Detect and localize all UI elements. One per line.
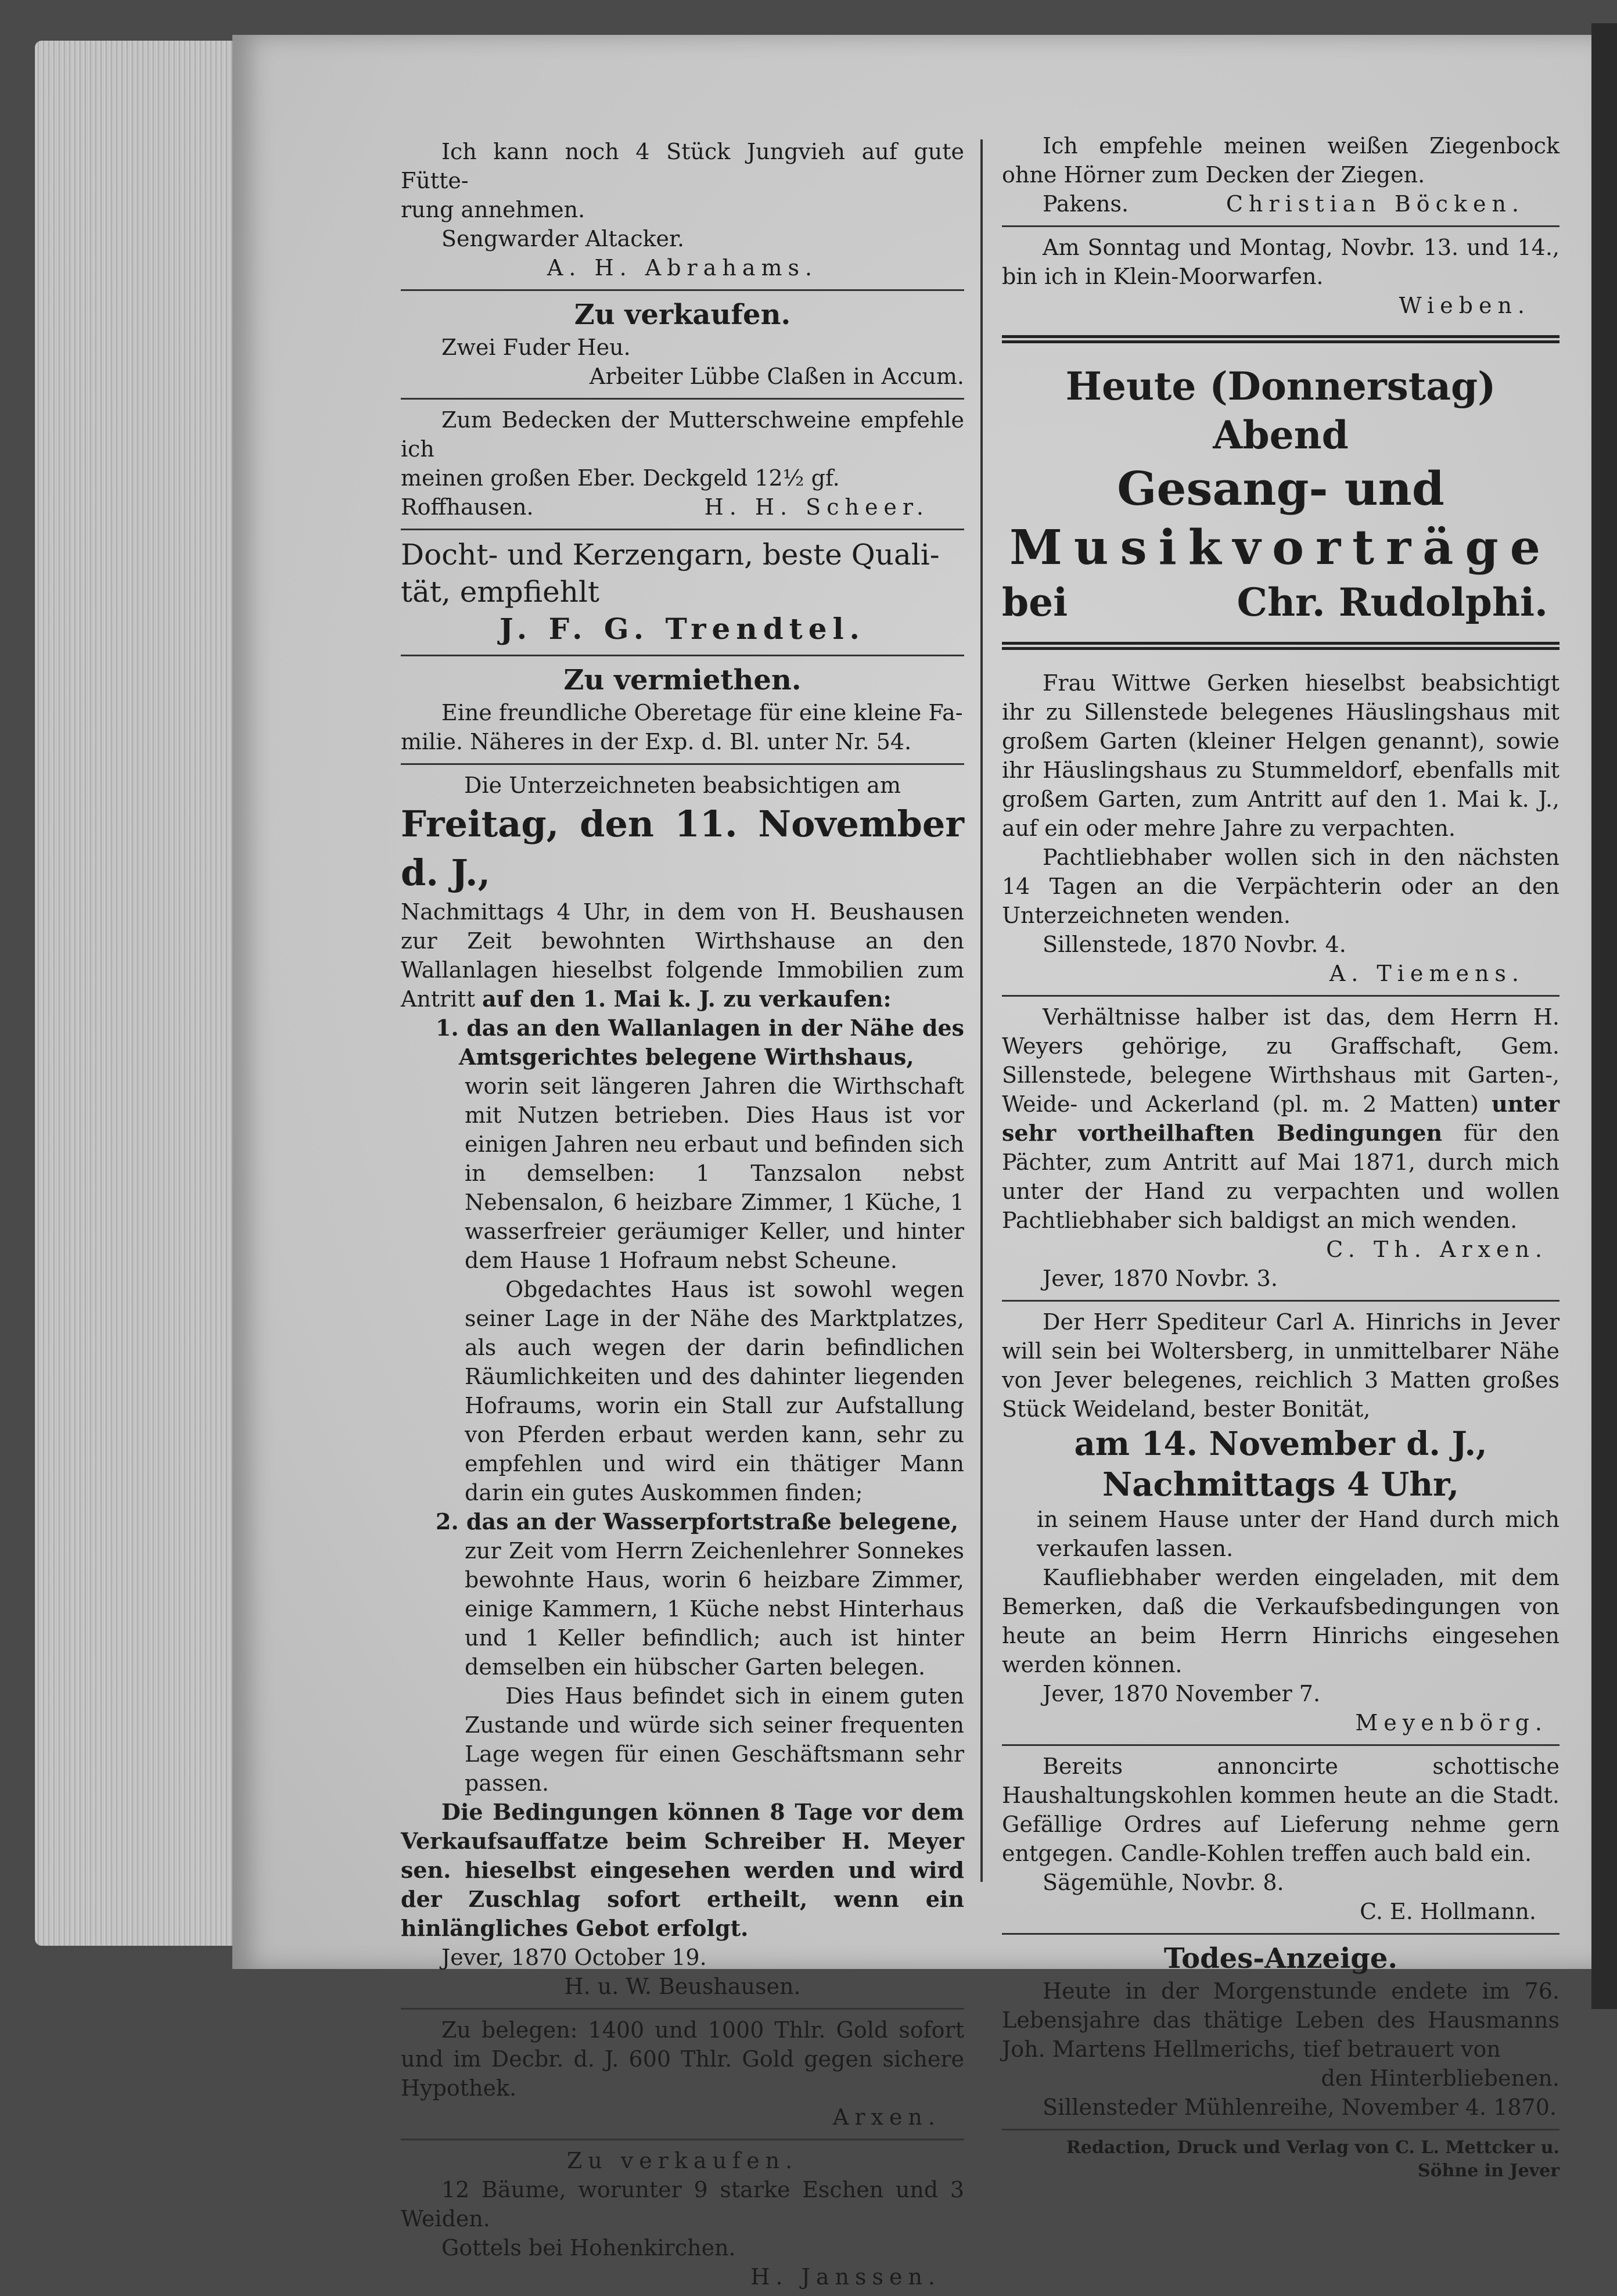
facing-page-gutter (1591, 23, 1617, 2009)
ad-beushausen (401, 767, 964, 2006)
ad-signature: A. H. Abrahams. (547, 255, 818, 281)
ad-heading: Zu vermiethen. (563, 664, 802, 696)
ad-signature: Christian Böcken. (1226, 191, 1525, 217)
ad-konzert (1002, 358, 1559, 631)
ad-text: Am Sonntag und Montag, Novbr. 13. und 14., bin ich in Klein-Moorwarfen. (1002, 235, 1559, 289)
right-column (1002, 128, 1559, 2183)
ad-text: milie. Näheres in der Exp. d. Bl. unter Nr. 54. (401, 729, 912, 754)
ad-text: zur Zeit vom Herrn Zeichenlehrer Sonnekes bewohnte Haus, worin 6 heizbare Zimmer, einige Kammern, 1 Küche nebst Hinterhaus und 1 Keller befindlich; auch ist hinter demselben ein hübscher Garten belegen. (465, 1538, 964, 1680)
ad-signature: H. H. Scheer. (704, 494, 929, 520)
ad-heu (401, 293, 964, 396)
ad-text: meinen großen Eber. Deckgeld 12½ gf. (401, 465, 840, 491)
ad-ziegenbock (1002, 128, 1559, 223)
divider (401, 763, 964, 765)
ad-signature: J. F. G. Trendtel. (500, 612, 865, 646)
ad-text: Der Herr Spediteur Carl A. Hinrichs in Jever will sein bei Woltersberg, in unmittelbarer Nähe von Jever belegenes, reichlich 3 Matten großes Stück Weideland, bester Bonität, (1002, 1309, 1559, 1422)
ad-place: Sillensteder Mühlenreihe, November 4. 1870. (1043, 2094, 1557, 2120)
ad-heading: Zu verkaufen. (566, 2148, 799, 2173)
ad-text: Zwei Fuder Heu. (441, 335, 631, 360)
ad-item-heading: 1. das an den Wallanlagen in der Nähe des Amtsgerichtes belegene Wirthshaus, (436, 1015, 964, 1070)
divider (401, 655, 964, 656)
ad-text: Heute in der Morgenstunde endete im 76. Lebensjahre das thätige Leben des Hausmanns Joh. Martens Hellmerichs, tief betrauert von (1002, 1978, 1559, 2062)
ad-text: für den Pächter, zum Antritt auf Mai 1871, durch mich unter der Hand zu verpachten und wollen Pachtliebhaber sich baldigst an mich wenden. (1002, 1120, 1559, 1233)
ad-headline: Musikvorträge (1009, 520, 1552, 576)
divider (401, 398, 964, 400)
ad-headline: bei (1002, 580, 1068, 625)
ad-place: Roffhausen. (401, 494, 534, 520)
ad-signature: A. Tiemens. (1329, 961, 1525, 986)
ad-place: Pakens. (1043, 191, 1129, 217)
ad-text: Pachtliebhaber wollen sich in den nächsten 14 Tagen an die Verpächterin oder an den Unterzeichneten wenden. (1002, 845, 1559, 928)
thick-divider (1002, 335, 1559, 343)
ad-headline: Gesang- und (1117, 461, 1444, 516)
divider (1002, 225, 1559, 227)
ad-weyers (1002, 999, 1559, 1298)
ad-headline: Chr. Rudolphi. (1237, 580, 1548, 625)
thick-divider (1002, 642, 1559, 650)
ad-text: Kaufliebhaber werden eingeladen, mit dem Bemerken, daß die Verkaufsbedingungen von heute an beim Herrn Hinrichs eingesehen werden können. (1002, 1565, 1559, 1677)
ad-headline-line (1002, 578, 1559, 627)
ad-text: worin seit längeren Jahren die Wirthschaft mit Nutzen betrieben. Dies Haus ist vor einigen Jahren neu erbaut und befinden sich in demselben: 1 Tanzsalon nebst Nebensalon, 6 heizbare Zimmer, 1 Küche, 1 wasserfreier geräumiger Keller, und hinter dem Hause 1 Hofraum nebst Scheune. (465, 1073, 964, 1273)
ad-signature: Arxen. (832, 2104, 941, 2130)
divider (401, 2139, 964, 2140)
ad-signature: H. Janssen. (750, 2264, 941, 2290)
ad-text: in seinem Hause unter der Hand durch mich verkaufen lassen. (1037, 1507, 1559, 1561)
ad-vermiethen (401, 659, 964, 761)
ad-place: Sillenstede, 1870 Novbr. 4. (1043, 932, 1346, 957)
ad-text: tät, empfiehlt (401, 575, 600, 609)
ad-place: Sägemühle, Novbr. 8. (1043, 1870, 1284, 1895)
ad-footer-line (1002, 189, 1559, 218)
ad-text: Verhältnisse halber ist das, dem Herrn H. Weyers gehörige, zu Graffschaft, Gem. Sillenstede, belegene Wirthshaus mit Garten-, Weide- und Ackerland (pl. m. 2 Matten) (1002, 1004, 1559, 1117)
ad-text-bold: unter sehr vortheilhaften Bedingungen (1002, 1091, 1559, 1146)
ad-footer-line (401, 493, 964, 522)
ad-date-headline: Freitag, den 11. November d. J., (401, 803, 964, 894)
ad-hypothek (401, 2012, 964, 2136)
ad-place: Jever, 1870 October 19. (441, 1945, 707, 1970)
divider (401, 529, 964, 530)
divider (1002, 2129, 1559, 2130)
ad-text: 12 Bäume, worunter 9 starke Eschen und 3 Weiden. (401, 2177, 964, 2232)
ad-item-heading: 2. das an der Wasserpfortstraße belegene, (436, 1508, 959, 1535)
ad-text: Zu belegen: 1400 und 1000 Thlr. Gold sofort und im Decbr. d. J. 600 Thlr. Gold gegen sichere Hypothek. (401, 2017, 964, 2101)
ad-text-bold: auf den 1. Mai k. J. zu verkaufen: (482, 986, 892, 1012)
column-divider (980, 139, 983, 1882)
ad-signature: C. E. Hollmann. (1360, 1899, 1536, 1924)
ad-signature: Arbeiter Lübbe Claßen in Accum. (589, 364, 964, 389)
ad-text: Ich kann noch 4 Stück Jungvieh auf gute Fütte- (401, 139, 964, 193)
divider (1002, 1744, 1559, 1746)
divider (1002, 995, 1559, 997)
divider (1002, 1933, 1559, 1935)
ad-heading: Todes-Anzeige. (1163, 1942, 1398, 1975)
ad-text: Docht- und Kerzengarn, beste Quali- (401, 538, 940, 572)
ad-signature: C. Th. Arxen. (1326, 1237, 1548, 1262)
ad-todesanzeige (1002, 1937, 1559, 2126)
ad-place: Sengwarder Altacker. (441, 226, 685, 251)
ad-conditions: Die Bedingungen können 8 Tage vor dem Verkaufsauffatze beim Schreiber H. Meyer sen. hieselbst eingesehen werden und wird der Zuschlag sofort ertheilt, wenn ein hinlängliches Gebot erfolgt. (401, 1799, 964, 1941)
imprint-footer: Redaction, Druck und Verlag von C. L. Mettcker u. Söhne in Jever (1066, 2137, 1559, 2181)
ad-jungvieh (401, 134, 964, 287)
ad-date-headline: Nachmittags 4 Uhr, (1102, 1465, 1459, 1504)
ad-heading: Zu verkaufen. (574, 299, 791, 331)
ad-signature: Wieben. (1399, 293, 1530, 318)
left-column (401, 134, 964, 2296)
ad-place: Jever, 1870 November 7. (1043, 1681, 1321, 1706)
ad-place: Gottels bei Hohenkirchen. (441, 2235, 736, 2261)
ad-place: Jever, 1870 Novbr. 3. (1043, 1266, 1278, 1291)
ad-text: den Hinterbliebenen. (1321, 2065, 1559, 2091)
ad-signature: Meyenbörg. (1355, 1710, 1548, 1736)
ad-wieben (1002, 229, 1559, 325)
ad-text: Nachmittags 4 Uhr, in dem von H. Beushausen zur Zeit bewohnten Wirthshause an den Wallanlagen hieselbst folgende Immobilien zum Antritt (401, 899, 964, 1012)
ad-text: Bereits annoncirte schottische Haushaltungskohlen kommen heute an die Stadt. Gefällige Ordres auf Lieferung nehme gern entgegen. Candle-Kohlen treffen auch bald ein. (1002, 1754, 1559, 1866)
ad-hollmann (1002, 1748, 1559, 1931)
ad-text: Zum Bedecken der Mutterschweine empfehle ich (401, 407, 964, 462)
ad-text: Ich empfehle meinen weißen Ziegenbock ohne Hörner zum Decken der Ziegen. (1002, 133, 1559, 188)
ad-hinrichs (1002, 1304, 1559, 1742)
ad-headline: Heute (Donnerstag) Abend (1065, 364, 1496, 458)
ad-text: Obgedachtes Haus ist sowohl wegen seiner Lage in der Nähe des Marktplatzes, als auch wegen der darin befindlichen Räumlichkeiten und des dahinter liegenden Hofraums, worin ein Stall zur Aufstallung von Pferden erbaut werden kann, sehr zu empfehlen und wird ein thätiger Mann darin ein gutes Auskommen finden; (465, 1277, 964, 1505)
ad-gerken (1002, 665, 1559, 993)
ad-date-headline: am 14. November d. J., (1074, 1425, 1487, 1463)
ad-baeume (401, 2143, 964, 2296)
ad-signature: H. u. W. Beushausen. (564, 1974, 801, 1999)
ad-text: Eine freundliche Oberetage für eine kleine Fa- (441, 700, 963, 725)
ad-text: rung annehmen. (401, 197, 585, 222)
ad-eber (401, 402, 964, 526)
ad-text: Frau Wittwe Gerken hieselbst beabsichtigt ihr zu Sillenstede belegenes Häuslingshaus mit großem Garten (kleiner Helgen genannt), sowie ihr Häuslingshaus zu Stummeldorf, ebenfalls mit großem Garten, zum Antritt auf den 1. Mai k. J., auf ein oder mehre Jahre zu verpachten. (1002, 670, 1559, 841)
ad-text: Die Unterzeichneten beabsichtigen am (464, 772, 901, 798)
ad-kerzengarn (401, 533, 964, 652)
divider (401, 289, 964, 291)
ad-text: Dies Haus befindet sich in einem guten Zustande und würde sich seiner frequenten Lage wegen für einen Geschäftsmann sehr passen. (465, 1683, 964, 1796)
divider (1002, 1300, 1559, 1302)
